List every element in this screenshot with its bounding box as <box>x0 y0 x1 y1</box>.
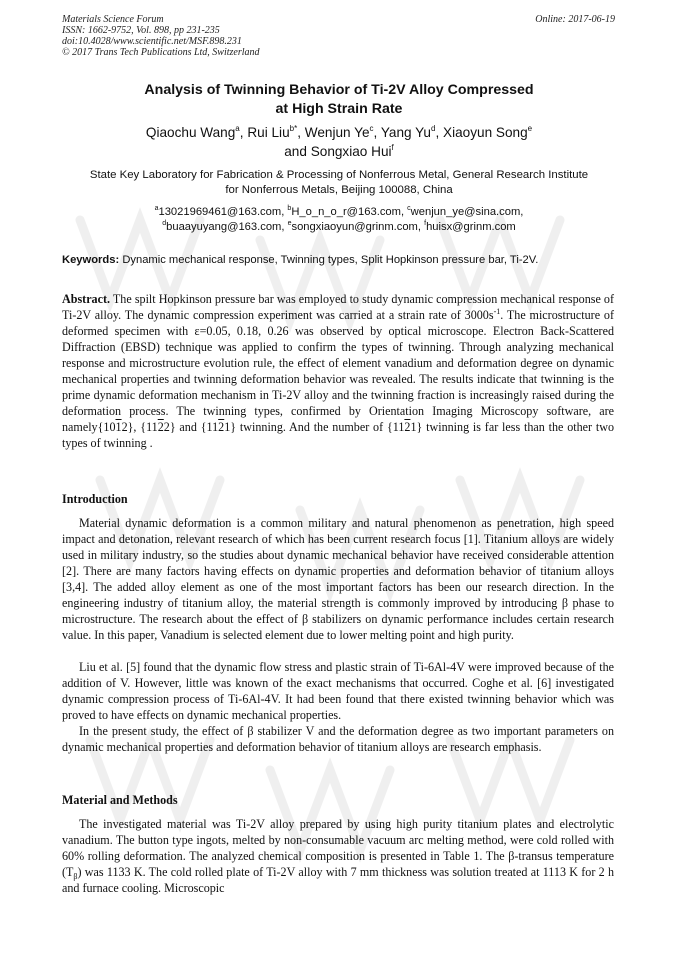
title-line-2: at High Strain Rate <box>275 101 403 117</box>
keywords-text: Dynamic mechanical response, Twinning types, Split Hopkinson pressure bar, Ti-2V. <box>122 254 539 266</box>
twin-part: {11 <box>200 420 219 435</box>
journal-header <box>62 14 260 58</box>
author-line-1: Qiaochu Wang$^a$, Rui Liu$^{b*}$, Wenjun Ye$^c$, Yang Yu$^d$, Xiaoyun Song$^e$ <box>145 124 533 140</box>
abstract-text-2: . The microstructure of deformed specimen with ε=0.05, 0.18, 0.26 was observed by optical microscope. Electron Back-Scattered Diffraction (EBSD) technique was applied to confirm the types of twinning. Through analyzing mechanical response and microstructure evolution rule, the effect of element vanadium and deformation degree on dynamic mechanical properties and twinning deformation behavior was revealed. The results indicate that twinning is the prime dynamic deformation mechanism in Ti-2V alloy and the twinning fraction is increasingly raised during the deformation process. The twinning types, confirmed by Orientation Imaging Microscopy software, are namely <box>62 308 614 435</box>
twin-plane-1 <box>98 420 134 434</box>
introduction-paragraph-1: Material dynamic deformation is a common military and natural phenomenon as penetration, high speed impact and detonation, relevant research of which has been current research focus [1]. Titanium alloys are widely used in military industry, so the studies about dynamic mechanical behavior have received considerable attention [2]. There are many factors having effects on dynamic properties and deformation behavior of titanium alloys [3,4]. The added alloy element as one of the most important factors has been our research direction. In the engineering industry of titanium alloy, the material strength is commonly improved by introducing β phase to microstructure. The research about the effect of β stabilizers on dynamic performance includes certain research value. In this paper, Vanadium is selected element due to lower melting point and high purity. <box>62 516 614 643</box>
twin-bar: 1 <box>115 420 122 435</box>
author-sup: d <box>431 124 436 133</box>
email-link[interactable]: buaayuyang@163.com <box>166 221 282 233</box>
introduction-heading: Introduction <box>62 492 128 506</box>
email-link[interactable]: huisx@grinm.com <box>426 221 516 233</box>
methods-text-1: The investigated material was Ti-2V alloy prepared by using high purity titanium plates and electrolytic vanadium. The button type ingots, melted by non-consumable vacuum arc melting method, were cold rolled with 60% rolling deformation. The analyzed chemical composition is presented in Table 1. The β-transus temperature (T <box>62 817 614 880</box>
author-name: Qiaochu Wang <box>145 125 236 140</box>
email-sup: b <box>287 205 292 212</box>
title-line-1: Analysis of Twinning Behavior of Ti-2V Alloy Compressed <box>144 82 534 98</box>
introduction-paragraph-3: In the present study, the effect of β stabilizer V and the deformation degree as two important parameters on dynamic mechanical properties and deformation behavior of titanium alloys are research emphasis. <box>62 724 614 755</box>
twin-part: {11 <box>386 420 405 435</box>
twin-part: 2} <box>163 420 176 435</box>
author-name: Yang Yu <box>380 125 431 140</box>
keywords <box>62 253 616 268</box>
email-line-1: $^a$13021969461@163.com, $^b$H_o_n_o_r@163.com, $^c$wenjun_ye@sina.com, <box>154 205 524 218</box>
twin-plane-3 <box>201 420 236 434</box>
twin-part: 1} <box>224 420 237 435</box>
email-sup: d <box>162 220 167 227</box>
methods-text-2: ) was 1133 K. The cold rolled plate of Ti-2V alloy with 7 mm thickness was solution treated at 1113 K for 2 h and furnace cooling. Microscopic <box>62 865 614 896</box>
email-line-2: $^d$buaayuyang@163.com, $^e$songxiaoyun@grinm.com, $^f$huisx@grinm.com <box>162 220 516 233</box>
twin-bar: 2 <box>218 420 225 435</box>
affiliation-line-1: State Key Laboratory for Fabrication & Processing of Nonferrous Metal, General Research Institute <box>89 169 589 181</box>
email-link[interactable]: songxiaoyun@grinm.com <box>291 221 418 233</box>
twin-plane-2 <box>140 420 175 434</box>
online-date: Online: 2017-06-19 <box>535 14 615 25</box>
twin-bar: 2 <box>404 420 411 435</box>
abstract-sup: -1 <box>493 307 501 317</box>
author-sup: b* <box>289 124 298 133</box>
author-name: Songxiao Hui <box>310 144 392 159</box>
doi-line: doi:10.4028/www.scientific.net/MSF.898.231 <box>62 36 242 47</box>
affiliation <box>62 168 616 198</box>
abstract-text-4: twinning is far less than the other two types of twinning . <box>62 420 615 451</box>
affiliation-line-2: for Nonferrous Metals, Beijing 100088, China <box>225 184 453 196</box>
twin-part: 1} <box>410 420 423 435</box>
author-line-2: and Songxiao Hui$^f$ <box>284 143 394 159</box>
abstract-sep: , <box>133 420 141 435</box>
methods-sub: β <box>73 872 78 882</box>
twin-plane-4 <box>387 420 422 434</box>
email-sup: f <box>424 220 427 227</box>
email-link[interactable]: H_o_n_o_r@163.com <box>291 206 401 218</box>
twin-part: {11 <box>140 420 158 435</box>
author-name: Xiaoyun Song <box>443 125 528 140</box>
journal-name: Materials Science Forum <box>62 14 164 25</box>
issn-line: ISSN: 1662-9752, Vol. 898, pp 231-235 <box>62 25 220 36</box>
email-list <box>62 205 616 235</box>
keywords-label: Keywords: <box>62 254 120 266</box>
twin-bar: 2 <box>157 420 164 435</box>
abstract-text-1: The spilt Hopkinson pressure bar was employed to study dynamic compression mechanical response of Ti-2V alloy. The dynamic compression experiment was carried at a strain rate of 3000s <box>62 292 614 323</box>
email-link[interactable]: 13021969461@163.com <box>158 206 282 218</box>
twin-part: 2} <box>121 420 134 435</box>
abstract <box>62 291 614 451</box>
email-sup: a <box>154 205 159 212</box>
author-sup: e <box>527 124 533 133</box>
paper-title <box>62 81 616 119</box>
abstract-label: Abstract. <box>62 292 111 306</box>
methods-heading: Material and Methods <box>62 793 178 807</box>
email-sup: c <box>407 205 411 212</box>
author-sup: f <box>391 143 394 152</box>
author-sup: a <box>235 124 240 133</box>
author-sup: c <box>369 124 374 133</box>
author-list <box>62 123 616 161</box>
author-name: Rui Liu <box>247 125 290 140</box>
abstract-text-3: twinning. And the number of <box>236 420 387 435</box>
twin-part: {10 <box>97 420 116 435</box>
author-name: Wenjun Ye <box>304 125 370 140</box>
email-link[interactable]: wenjun_ye@sina.com <box>410 206 521 218</box>
abstract-and: and <box>175 420 201 435</box>
introduction-paragraph-2: Liu et al. [5] found that the dynamic flow stress and plastic strain of Ti-6Al-4V were improved because of the addition of V. However, little was known of the exact mechanisms that occurred. Coghe et al. [6] investigated dynamic compression process of Ti-6Al-4V. It had been found that there existed twinning behavior which was proved to have effects on dynamic mechanical properties. <box>62 660 614 723</box>
email-sup: e <box>287 220 292 227</box>
methods-paragraph-1 <box>62 816 614 896</box>
copyright-line: © 2017 Trans Tech Publications Ltd, Switzerland <box>62 47 260 58</box>
